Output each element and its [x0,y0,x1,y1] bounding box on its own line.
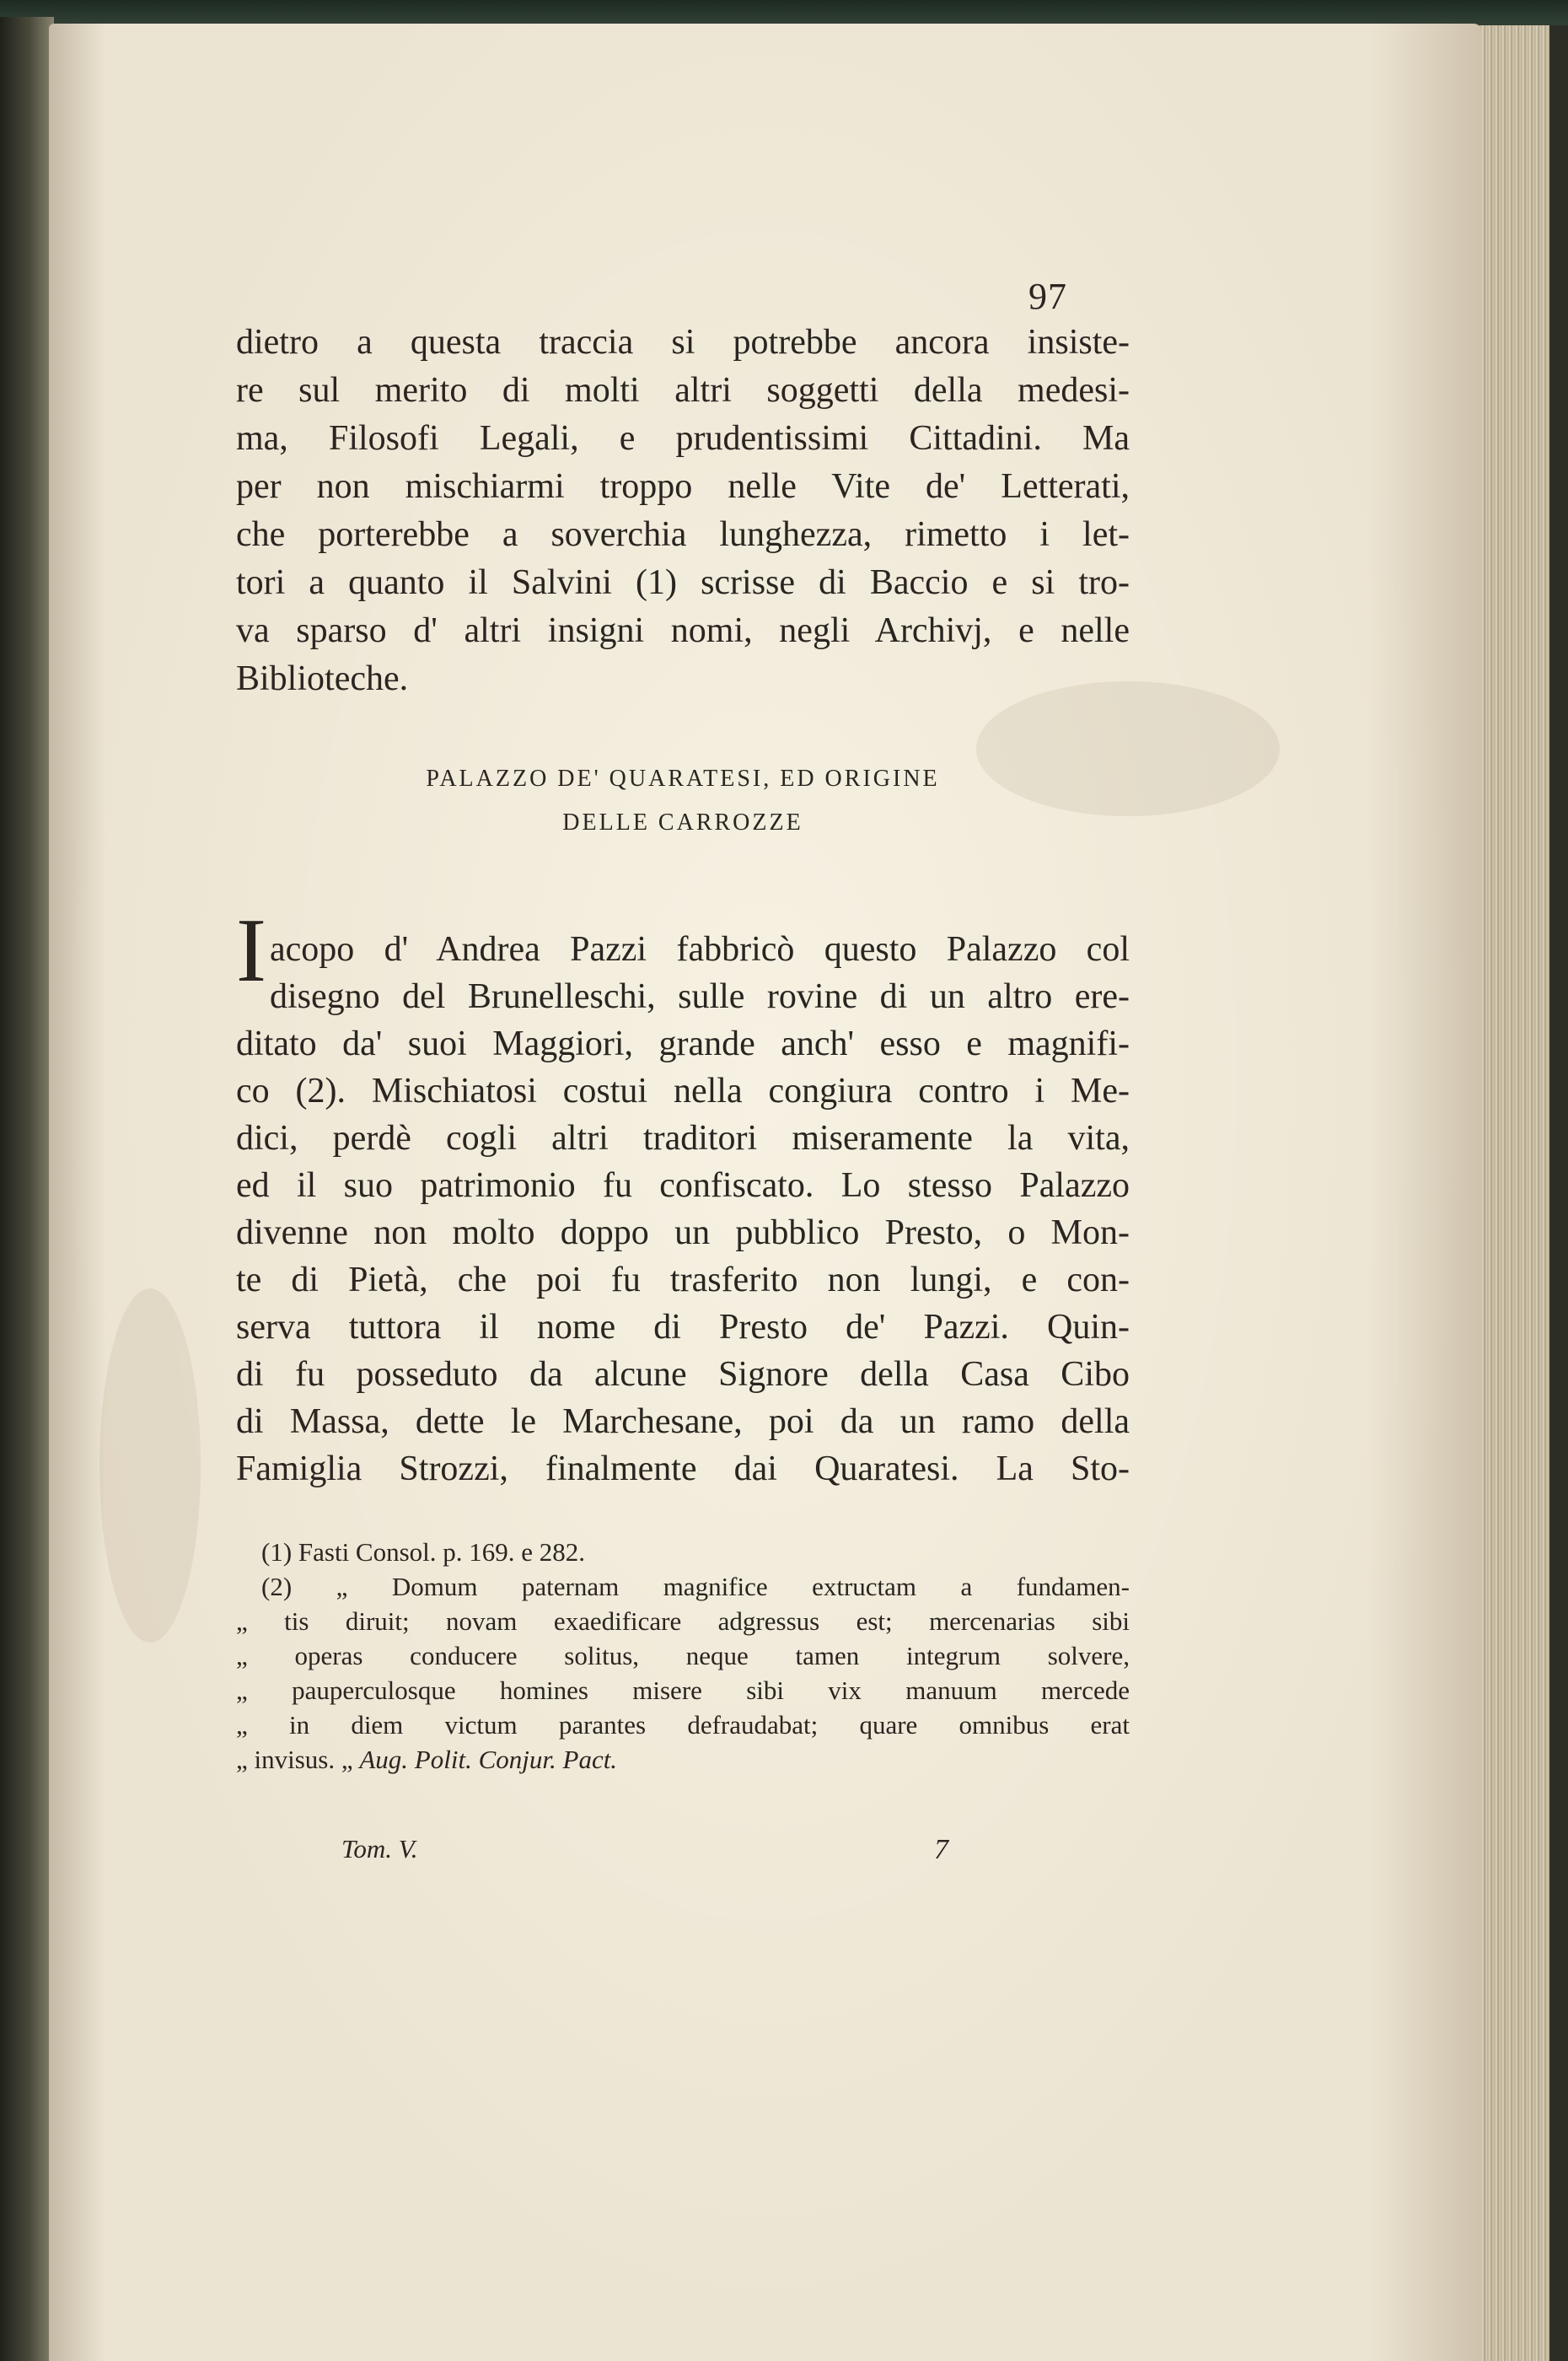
text-line: Famiglia Strozzi, finalmente dai Quaratesi. La Sto- [236,1449,1130,1488]
volume-signature: Tom. V. [341,1834,418,1864]
text-line: tori a quanto il Salvini (1) scrisse di Baccio e si tro- [236,563,1130,602]
text-line: di fu posseduto da alcune Signore della Casa Cibo [236,1355,1130,1394]
footnote-1: (1) Fasti Consol. p. 169. e 282. [261,1537,586,1567]
text-line: serva tuttora il nome di Presto de' Pazzi. Quin- [236,1308,1130,1347]
text-line: ma, Filosofi Legali, e prudentissimi Cittadini. Ma [236,419,1130,458]
text-line: te di Pietà, che poi fu trasferito non lungi, e con- [236,1261,1130,1299]
section-heading-continued: DELLE CARROZZE [562,809,803,836]
page-number: 97 [1028,276,1067,317]
fore-edge-shadow [1549,25,1568,2361]
footnote-2-closing: „ invisus. „ [236,1745,353,1774]
text-line: dici, perdè cogli altri traditori miseramente la vita, [236,1119,1130,1158]
text-line: per non mischiarmi troppo nelle Vite de' Letterati, [236,467,1130,506]
text-line: co (2). Mischiatosi costui nella congiura contro i Me- [236,1072,1130,1111]
gathering-mark: 7 [934,1834,948,1865]
footnotes [236,1535,1130,1777]
text-line: ed il suo patrimonio fu confiscato. Lo stesso Palazzo [236,1166,1130,1205]
text-line: Biblioteche. [236,659,409,698]
section-heading: PALAZZO DE' QUARATESI, ED ORIGINE [426,766,940,792]
paper-stain [99,1288,201,1643]
footnote-2-line: „ pauperculosque homines misere sibi vix manuum mercede [236,1675,1130,1705]
paragraph-1 [236,319,1130,703]
footnote-2-line: (2) „ Domum paternam magnifice extructam a fundamen- [261,1572,1130,1601]
text-line: divenne non molto doppo un pubblico Presto, o Mon- [236,1213,1130,1252]
text-line: disegno del Brunelleschi, sulle rovine di un altro ere- [269,977,1130,1016]
text-line: di Massa, dette le Marchesane, poi da un ramo della [236,1402,1130,1441]
footnote-2-line [236,1742,1130,1777]
text-line: va sparso d' altri insigni nomi, negli Archivj, e nelle [236,611,1130,650]
footnote-2-line: „ in diem victum parantes defraudabat; quare omnibus erat [236,1710,1130,1740]
text-line: acopo d' Andrea Pazzi fabbricò questo Palazzo col [269,930,1130,969]
binding-gutter [0,17,54,2361]
paragraph-2 [236,901,1130,1492]
footnote-2-citation: Aug. Polit. Conjur. Pact. [359,1745,618,1774]
text-line: che porterebbe a soverchia lunghezza, rimetto i let- [236,515,1130,554]
text-line: re sul merito di molti altri soggetti della medesi- [236,371,1130,410]
text-line: dietro a questa traccia si potrebbe ancora insiste- [236,323,1130,362]
footnote-2-line: „ tis diruit; novam exaedificare adgressus est; mercenarias sibi [236,1606,1130,1636]
footnote-2-line: „ operas conducere solitus, neque tamen integrum solvere, [236,1641,1130,1670]
text-line: ditato da' suoi Maggiori, grande anch' esso e magnifi- [236,1025,1130,1063]
drop-cap: I [236,901,266,1001]
